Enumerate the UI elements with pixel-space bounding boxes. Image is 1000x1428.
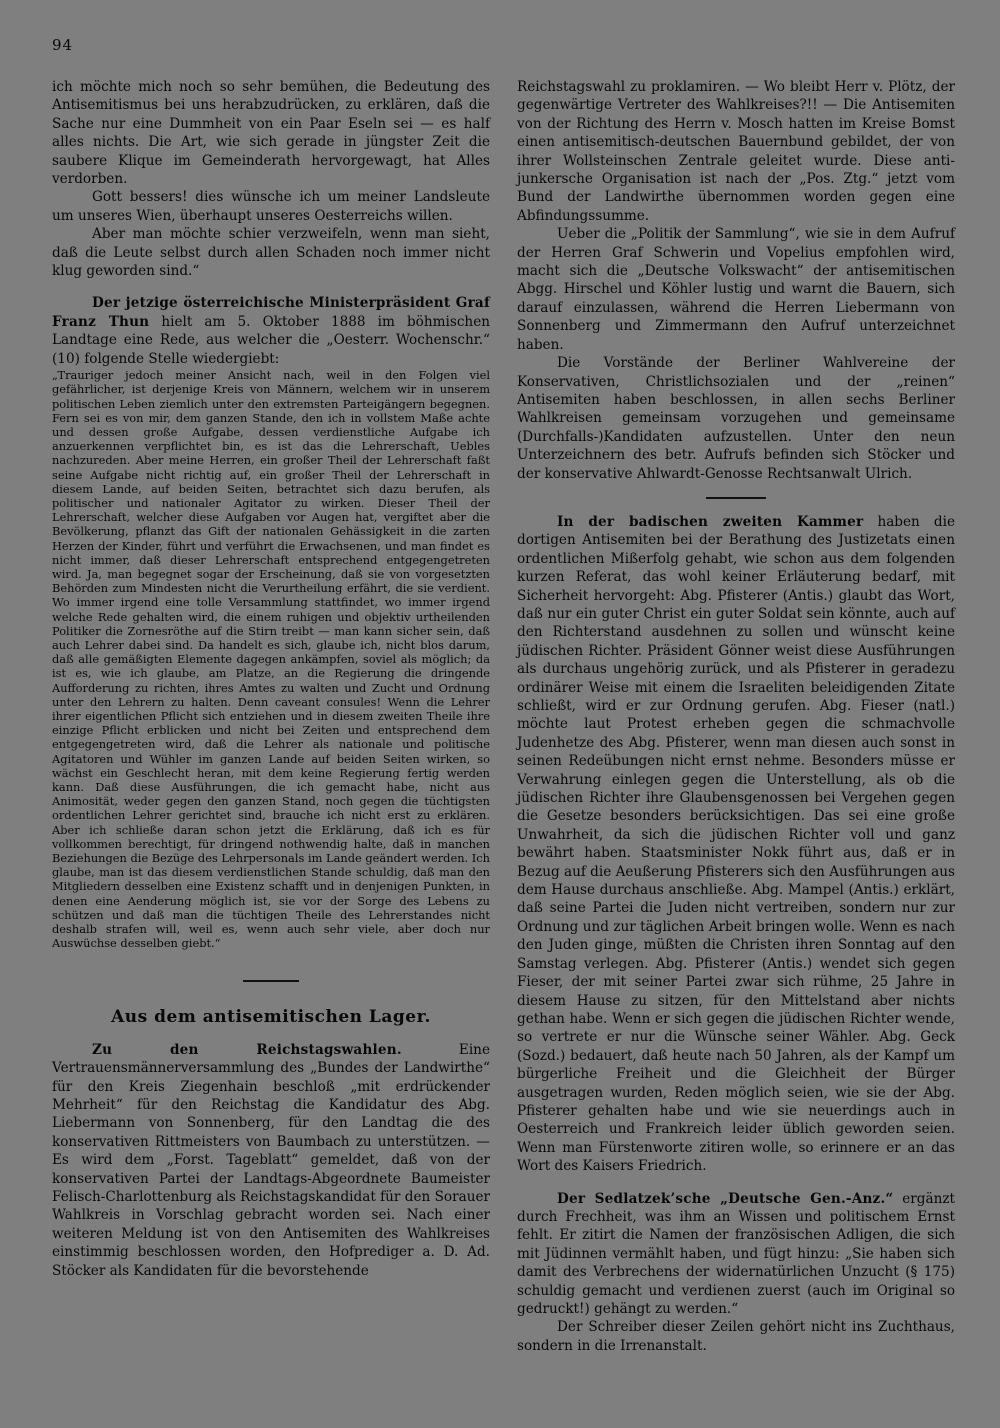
- baden-paragraph: [517, 513, 955, 1176]
- run-in-heading: Zu den Reichstagswahlen.: [92, 1041, 402, 1058]
- paragraph: Die Vorstände der Berliner Wahlvereine der Konservativen, Christlichsozialen und der „reinen“ Antisemiten haben beschlossen, in allen sechs Berliner Wahlkreisen gemeinsam vorzugehen und gemeinsame (Durchfalls-)Kandidaten aufzustellen. Unter den neun Unterzeichnern des betr. Aufrufs befinden sich Stöcker und der konservative Ahlwardt-Genosse Rechtsanwalt Ulrich.: [517, 355, 955, 482]
- block-quote: „Trauriger jedoch meiner Ansicht nach, weil in den Folgen viel gefährlicher, ist derjenige Kreis von Männern, welchem wir in unserem politischen Leben ziemlich unter den extremsten Parteigängern begegnen. Fern sei es von mir, dem ganzen Stande, den ich in vollstem Maße achte und dessen große Aufgabe, dessen verdienstliche Aufgabe ich anzuerkennen verpflichtet bin, es ist das die Lehrerschaft, Uebles nachzureden. Aber meine Herren, ein großer Theil der Lehrerschaft faßt seine Aufgabe nicht richtig auf, ein großer Theil der Lehrerschaft in diesem Lande, auf beiden Seiten, betrachtet sich dazu berufen, als politischer und nationaler Agitator zu wirken. Dieser Theil der Lehrerschaft, welcher diese Aufgaben vor Augen hat, vergiftet aber die Bevölkerung, pflanzt das Gift der nationalen Gehässigkeit in die zarten Herzen der Kinder, führt und verführt die Erwachsenen, und man findet es nicht immer, daß dieser Lehrerschaft entsprechend entgegengetreten wird. Ja, man begegnet sogar der Erscheinung, daß sie von vorgesetzten Behörden zum Mindesten nicht die Verurtheilung erfährt, die sie verdient. Wo immer irgend eine tolle Versammlung stattfindet, wo immer irgend welche Rede gehalten wird, die einem ruhigen und objektiv urtheilenden Politiker die Zornesröthe auf die Stirn treibt — man kann sicher sein, daß auch Lehrer dabei sind. Da handelt es sich, glaube ich, nicht blos darum, daß alle gemäßigten Elemente dagegen ankämpfen, soviel als möglich; da ist es, wie ich glaube, am Platze, an die Regierung die dringende Aufforderung zu richten, ihres Amtes zu walten und Zucht und Ordnung unter den Lehrern zu halten. Denn caveant consules! Wenn die Lehrer ihrer eigentlichen Pflicht sich entziehen und in diesem zweiten Theile ihre einzige Pflicht erblicken und nicht bei Zeiten und entsprechend dem entgegengetreten wird, daß die Lehrer als nationale und politische Agitatoren und Wühler im ganzen Lande auf beiden Seiten wirken, so wächst ein Geschlecht heran, mit dem keine Regierung fertig werden kann. Daß diese Ausführungen, die ich gemacht habe, nicht aus Animosität, weder gegen den ganzen Stand, noch gegen die tüchtigsten ordentlichen Lehrer gerichtet sind, brauche ich nicht erst zu erklären. Aber ich schließe daran schon jetzt die Erklärung, daß ich es für vollkommen berechtigt, für dringend nothwendig halte, daß in manchen Beziehungen die Bezüge des Lehrpersonals im Lande geändert werden. Ich glaube, man ist das diesem verdienstlichen Stande schuldig, daß man den Mitgliedern desselben eine Existenz schafft und in denjenigen Punkten, in denen eine Aenderung möglich ist, sie vor der Sorge des Lebens zu schützen und daß man die tüchtigen Theile des Lehrerstandes nicht deshalb strafen will, weil es, wenn auch sehr viele, aber doch nur Auswüchse desselben giebt.“: [52, 368, 490, 951]
- paragraph: Ueber die „Politik der Sammlung“, wie sie in dem Aufruf der Herren Graf Schwerin und Vopelius empfohlen wird, macht sich die „Deutsche Volkswacht“ der antisemitischen Abgg. Hirschel und Köhler lustig und warnt die Bauern, sich darauf einzulassen, während die Herren Liebermann von Sonnenberg und Zimmermann den Aufruf unterzeichnet haben.: [517, 226, 955, 353]
- thun-paragraph: [52, 294, 490, 368]
- paragraph-text: ergänzt durch Frechheit, was ihm an Wissen und politischem Ernst fehlt. Er zitirt die Namen der französischen Adligen, die sich mit Jüdinnen vermählt haben, und fügt hinzu: „Sie haben sich damit des Verbrechens der widernatürlichen Unzucht (§ 175) schuldig gemacht und verdienen zuerst (auch im Original so gedruckt!) gehängt zu werden.“: [517, 1190, 955, 1317]
- section-divider: [243, 980, 299, 982]
- run-in-heading: In der badischen zweiten Kammer: [557, 513, 864, 530]
- paragraph: Aber man möchte schier verzweifeln, wenn man sieht, daß die Leute selbst durch allen Schaden noch immer nicht klug geworden sind.“: [52, 226, 490, 280]
- paragraph-text: Eine Vertrauensmännerversammlung des „Bundes der Landwirthe“ für den Kreis Ziegenhain beschloß „mit erdrückender Mehrheit“ für den Reichstag die Kandidatur des Abg. Liebermann von Sonnenberg, für den Landtag die des konservativen Rittmeisters von Baumbach zu unterstützen. — Es wird dem „Forst. Tageblatt“ gemeldet, daß von der konservativen Partei der Landtags-Abgeordnete Baumeister Felisch-Charlottenburg als Reichstagskandidat für den Sorauer Wahlkreis in Vorschlag gebracht worden sei. Nach einer weiteren Meldung ist von den Antisemiten des Wahlkreises einstimmig beschlossen worden, den Hofprediger a. D. Ad. Stöcker als Kandidaten für die bevorstehende: [52, 1041, 490, 1279]
- section-title: Aus dem antisemitischen Lager.: [111, 1007, 431, 1028]
- paragraph-text: haben die dortigen Antisemiten bei der Berathung des Justizetats einen ordentlichen Mißerfolg gehabt, wie schon aus dem folgenden kurzen Referat, das wohl keiner Erläuterung bedarf, mit Sicherheit hervorgeht: Abg. Pfisterer (Antis.) glaubt das Wort, daß nur ein guter Christ ein guter Soldat sein könnte, auch auf den Richterstand ausdehnen zu sollen und wünscht keine jüdischen Richter. Präsident Gönner weist diese Ausführungen als durchaus ungehörig zurück, und als Pfisterer in geradezu ordinärer Weise mit einem die Israeliten beleidigenden Zitate schließt, wird er zur Ordnung gerufen. Abg. Fieser (natl.) möchte laut Protest erheben gegen die schmachvolle Judenhetze des Abg. Pfisterer, wenn man diesen auch sonst in seinen Redeübungen nicht ernst nehme. Besonders müsse er Verwahrung einlegen gegen die Unterstellung, als ob die jüdischen Richter ihre Glaubensgenossen bei Vergehen gegen die Gesetze besonders berücksichtigen. Das sei eine große Unwahrheit, da sich die jüdischen Richter voll und ganz bewährt haben. Staatsminister Nokk führt aus, daß er in Bezug auf die Aeußerung Pfisterers sich den Ausführungen aus dem Hause durchaus anschließe. Abg. Mampel (Antis.) erklärt, daß seine Partei die Juden nicht vertreiben, sondern nur zur Ordnung und zur täglichen Arbeit bringen wolle. Wenn es nach den Juden ginge, müßten die Christen ihren Sonntag auf den Samstag verlegen. Abg. Pfisterer (Antis.) wendet sich gegen Fieser, der mit seiner Partei zwar sich rühme, 25 Jahre in diesem Hause zu sitzen, für den Mittelstand aber nichts gethan habe. Wenn er sich gegen die jüdischen Richter wende, so vertrete er nur die Wünsche seiner Wähler. Abg. Geck (Sozd.) bedauert, daß heute nach 50 Jahren, als der Kampf um bürgerliche Freiheit und die Gleichheit der Bürger ausgetragen wurden, Reden möglich seien, wie sie der Abg. Pfisterer gehalten habe und wie sie neuerdings auch in Oesterreich und Frankreich leider üblich geworden seien. Wenn man Fürstenworte zitiren wolle, so erinnere er an das Wort des Kaisers Friedrich.: [517, 513, 956, 1175]
- section-divider: [706, 497, 766, 499]
- reichstag-paragraph: [52, 1041, 490, 1280]
- paragraph: Gott bessers! dies wünsche ich um meiner Landsleute um unseres Wien, überhaupt unseres Oesterreichs willen.: [52, 189, 490, 224]
- run-in-heading: Der jetzige österreichische Ministerpräsident Graf Franz Thun: [52, 295, 490, 330]
- paragraph-text: hielt am 5. Oktober 1888 im böhmischen Landtage eine Rede, aus welcher die „Oesterr. Wochenschr.“ (10) folgende Stelle wiedergiebt:: [52, 313, 490, 367]
- right-column: [517, 78, 955, 1355]
- sedlatzek-paragraph: [517, 1190, 955, 1319]
- paragraph: Der Schreiber dieser Zeilen gehört nicht ins Zuchthaus, sondern in die Irrenanstalt.: [517, 1319, 955, 1354]
- run-in-heading: Der Sedlatzek’sche „Deutsche Gen.-Anz.“: [557, 1190, 894, 1207]
- paragraph: ich möchte mich noch so sehr bemühen, die Bedeutung des Antisemitismus bei uns herabzudrücken, zu erklären, daß die Sache nur eine Dummheit von ein Paar Eseln sei — es half alles nichts. Die Art, wie sich gerade in jüngster Zeit die saubere Klique im Gemeinderath hervorgewagt, hat Alles verdorben.: [52, 79, 490, 188]
- paragraph: Reichstagswahl zu proklamiren. — Wo bleibt Herr v. Plötz, der gegenwärtige Vertreter des Wahlkreises?!! — Die Antisemiten von der Richtung des Herrn v. Mosch hatten im Kreise Bomst einen antisemitisch-deutschen Bauernbund gebildet, der von ihrer Wollsteinschen Zentrale geleitet wurde. Diese anti-junkersche Organisation ist nach der „Pos. Ztg.“ jetzt vom Bund der Landwirthe übernommen worden gegen eine Abfindungssumme.: [517, 79, 955, 224]
- page-number: 94: [52, 36, 74, 54]
- left-column: [52, 78, 490, 1280]
